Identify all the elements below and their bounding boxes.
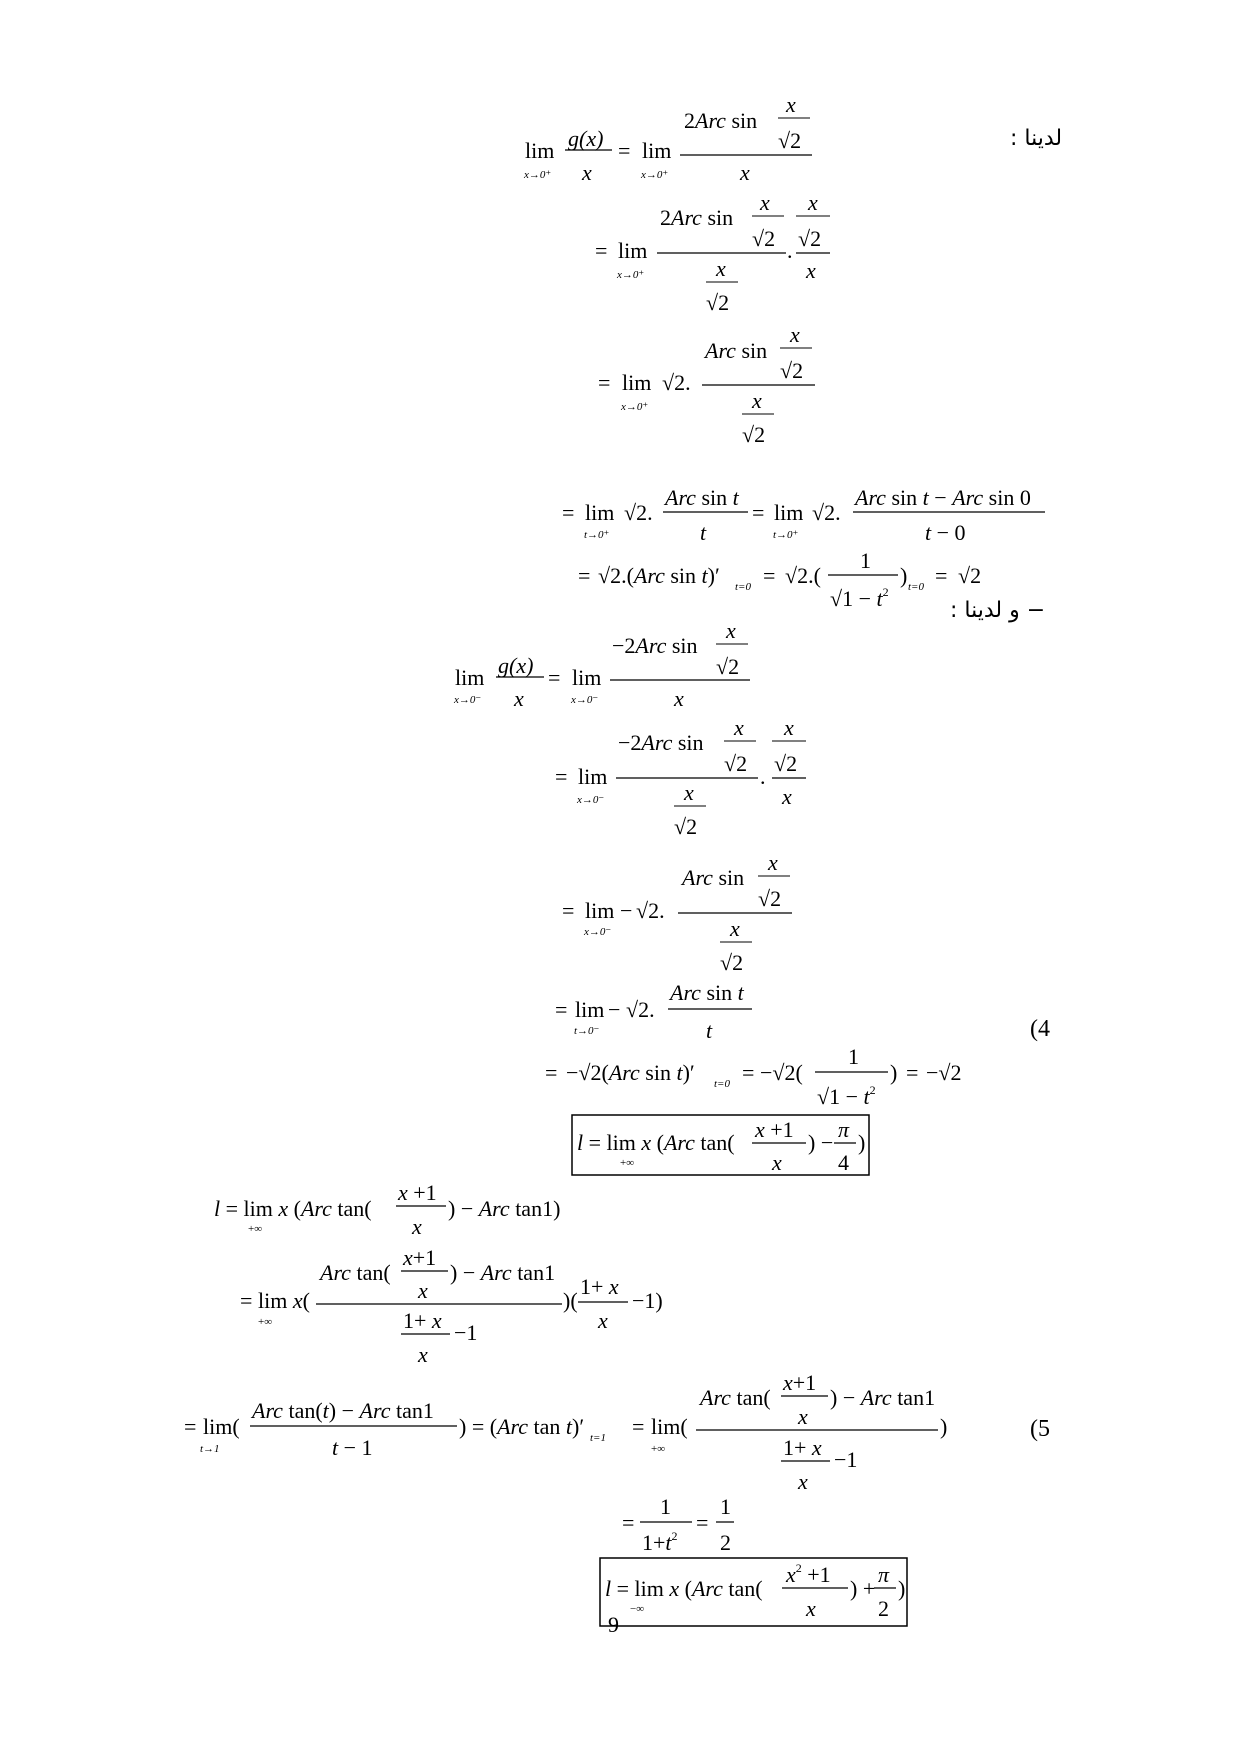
svg-text:√2: √2 [720,950,744,975]
svg-text:−2Arc sin: −2Arc sin [612,633,698,658]
svg-text:): ) [898,1576,906,1601]
svg-text:1+ x: 1+ x [403,1308,442,1333]
svg-text:√2.: √2. [662,370,691,395]
svg-text:x→0⁺: x→0⁺ [524,169,552,181]
svg-text:x+1: x+1 [783,1370,817,1395]
svg-text:1: 1 [720,1494,731,1519]
svg-text:1+ x: 1+ x [783,1435,822,1460]
svg-text:=: = [632,1414,645,1439]
svg-text:=: = [598,370,611,395]
svg-text:) − Arc tan1: ) − Arc tan1 [450,1260,556,1285]
svg-text:x: x [598,1308,608,1333]
svg-text:lim: lim [585,898,615,923]
svg-text:−√2: −√2 [926,1060,962,1085]
svg-text:x→0⁺: x→0⁺ [641,169,669,181]
svg-text:x: x [752,388,762,413]
svg-text:√1 − t2: $√1 - t^2$ [817,1083,876,1109]
svg-text:−: − [608,997,621,1022]
svg-text:=: = [555,997,568,1022]
svg-text:=: = [752,500,765,525]
svg-text:): ) [940,1414,948,1439]
svg-text:x: x [730,916,740,941]
svg-text:=: = [545,1060,558,1085]
svg-text:x +1: x +1 [755,1117,794,1142]
svg-text:2Arc sin: 2Arc sin [684,108,758,133]
svg-text:x: x [806,1596,816,1621]
svg-text:x: x [514,686,524,711]
svg-text:1+ x: 1+ x [580,1274,619,1299]
svg-text:√2.: √2. [624,500,653,525]
svg-text:lim(: lim( [651,1414,688,1439]
svg-text:lim: lim [525,138,555,163]
svg-text:−∞: −∞ [630,1603,645,1615]
svg-text:t=1: t=1 [590,1432,606,1444]
svg-text:2Arc sin: 2Arc sin [660,205,734,230]
svg-text:=: = [562,898,575,923]
svg-text:t→0⁺: t→0⁺ [584,529,610,541]
svg-text:x: x [798,1469,808,1494]
formula-limit-0minus [453,618,961,1109]
svg-text:+∞: +∞ [258,1316,273,1328]
svg-text:l = lim x (Arc tan(: l = lim x (Arc tan( [605,1576,763,1601]
svg-text:1+t2: $1+t^2$ [642,1529,678,1555]
svg-text:): ) [858,1130,866,1155]
svg-text:√2: √2 [742,422,766,447]
svg-text:g(x): g(x) [568,126,604,151]
svg-text:): ) [900,563,908,588]
svg-text:x→0⁻: x→0⁻ [571,694,599,706]
formula-limit-0plus [523,92,1045,611]
svg-text:lim(: lim( [203,1414,240,1439]
svg-text:=: = [578,563,591,588]
svg-text:) = (Arc tan t)′: ) = (Arc tan t)′ [459,1414,585,1439]
svg-text:√2: √2 [778,128,802,153]
svg-text:t→0⁺: t→0⁺ [773,529,799,541]
svg-text:)(: )( [563,1288,578,1313]
svg-text:−1): −1) [632,1288,663,1313]
svg-text:) − Arc tan1: ) − Arc tan1 [830,1385,936,1410]
svg-text:x: x [808,190,818,215]
svg-text:=: = [696,1510,709,1535]
svg-text:x+1: x+1 [403,1245,437,1270]
svg-text:lim: lim [622,370,652,395]
svg-text:lim: lim [578,764,608,789]
question-number-5: (5 [1030,1416,1050,1442]
svg-text:2: 2 [720,1530,731,1555]
svg-text:) +: ) + [850,1576,876,1601]
svg-text:Arc sin t: Arc sin t [665,485,739,510]
svg-text:=: = [240,1288,253,1313]
svg-text:Arc sin: Arc sin [705,338,768,363]
svg-text:) −: ) − [808,1130,834,1155]
svg-text:x→0⁻: x→0⁻ [577,794,605,806]
svg-text:x: x [674,686,684,711]
svg-text:4: 4 [838,1150,849,1175]
svg-text:2: 2 [878,1596,889,1621]
svg-text:−1: −1 [454,1320,478,1345]
svg-text:x: x [582,160,592,185]
svg-text:√2: √2 [758,886,782,911]
svg-text:√2: √2 [716,654,740,679]
svg-text:x: x [716,256,726,281]
svg-text:t=0: t=0 [908,581,924,593]
svg-text:t − 1: t − 1 [332,1435,373,1460]
svg-text:l = lim x (Arc tan(: l = lim x (Arc tan( [214,1196,372,1221]
svg-text:t→0⁻: t→0⁻ [574,1025,600,1037]
question-number-4: (4 [1030,1016,1050,1042]
svg-text:Arc sin: Arc sin [682,865,745,890]
svg-text:=: = [184,1414,197,1439]
svg-text:t: t [706,1018,713,1043]
svg-text:Arc sin t − Arc sin 0: Arc sin t − Arc sin 0 [855,485,1031,510]
svg-text:√2: √2 [780,358,804,383]
svg-text:x→0⁻: x→0⁻ [454,694,482,706]
svg-text:lim x(: lim x( [258,1288,310,1313]
svg-text:x: x [772,1150,782,1175]
svg-text:√2.: √2. [636,898,665,923]
label-and-we-have: − و لدينا : [950,598,1046,623]
svg-text:Arc sin t: Arc sin t [670,980,744,1005]
svg-text:x: x [760,190,770,215]
svg-text:lim: lim [575,997,605,1022]
svg-text:t=0: t=0 [735,581,751,593]
svg-text:√2.(Arc sin t)′: √2.(Arc sin t)′ [598,563,720,588]
svg-text:−√2(: −√2( [760,1060,803,1085]
svg-text:π: π [838,1117,850,1142]
svg-text:+∞: +∞ [651,1443,666,1455]
svg-text:√2.: √2. [626,997,655,1022]
svg-text:lim: lim [774,500,804,525]
svg-text:lim: lim [455,665,485,690]
svg-text:x→0⁻: x→0⁻ [584,926,612,938]
svg-text:Arc tan(: Arc tan( [320,1260,391,1285]
svg-text:x: x [768,850,778,875]
svg-text:): ) [890,1060,898,1085]
svg-text:−2Arc sin: −2Arc sin [618,730,704,755]
svg-text:) − Arc tan1): ) − Arc tan1) [448,1196,561,1221]
svg-text:x: x [726,618,736,643]
svg-text:=: = [562,500,575,525]
svg-text:=: = [906,1060,919,1085]
formula-q4-derivation [184,1180,947,1555]
svg-text:√2: √2 [798,226,822,251]
svg-text:Arc tan(t) − Arc tan1: Arc tan(t) − Arc tan1 [252,1398,434,1423]
svg-text:x2 +1: $x^2 +1$ [786,1561,831,1587]
svg-text:√2.(: √2.( [785,563,821,588]
svg-text:lim: lim [618,238,648,263]
svg-text:x: x [806,258,816,283]
svg-text:√2: √2 [674,814,698,839]
svg-text:√2.: √2. [812,500,841,525]
svg-text:π: π [878,1562,890,1587]
svg-text:lim: lim [572,665,602,690]
formula-q4-definition [572,1115,869,1175]
svg-text:l = lim x (Arc tan(: l = lim x (Arc tan( [577,1130,735,1155]
svg-text:x→0⁺: x→0⁺ [617,269,645,281]
label-we-have: لدينا : [1010,126,1063,151]
svg-text:√2: √2 [774,751,798,776]
svg-text:=: = [595,238,608,263]
svg-text:x: x [418,1342,428,1367]
svg-text:t − 0: t − 0 [925,520,966,545]
svg-text:x: x [684,780,694,805]
svg-text:Arc tan(: Arc tan( [700,1385,771,1410]
svg-text:√1 − t2: $√1 - t^2$ [830,585,889,611]
svg-text:=: = [763,563,776,588]
svg-text:x: x [798,1404,808,1429]
svg-text:t→1: t→1 [200,1443,220,1455]
svg-text:x +1: x +1 [398,1180,437,1205]
svg-text:+∞: +∞ [248,1223,263,1235]
svg-text:−√2(Arc sin t)′: −√2(Arc sin t)′ [566,1060,695,1085]
svg-text:x: x [786,92,796,117]
svg-text:x: x [790,322,800,347]
page-number: 9 [608,1612,619,1637]
svg-text:1: 1 [848,1044,859,1069]
svg-text:x: x [782,784,792,809]
svg-text:=: = [548,665,561,690]
svg-text:=: = [618,138,631,163]
svg-text:1: 1 [660,1494,671,1519]
svg-text:−1: −1 [834,1447,858,1472]
svg-text:x→0⁺: x→0⁺ [621,401,649,413]
svg-text:x: x [784,715,794,740]
svg-text:=: = [742,1060,755,1085]
svg-text:√2: √2 [752,226,776,251]
svg-text:t: t [700,520,707,545]
svg-text:=: = [622,1510,635,1535]
svg-text:.: . [760,764,766,789]
svg-text:√2: √2 [706,290,730,315]
svg-text:√2: √2 [724,751,748,776]
svg-text:1: 1 [860,548,871,573]
svg-text:g(x): g(x) [498,653,534,678]
svg-text:=: = [935,563,948,588]
svg-text:√2: √2 [958,563,982,588]
svg-text:=: = [555,764,568,789]
formula-q5-definition [600,1558,907,1626]
svg-text:lim: lim [585,500,615,525]
svg-text:t=0: t=0 [714,1078,730,1090]
svg-text:x: x [418,1278,428,1303]
svg-text:x: x [412,1214,422,1239]
svg-text:x: x [734,715,744,740]
svg-text:.: . [787,238,793,263]
svg-text:lim: lim [642,138,672,163]
svg-text:−: − [620,898,633,923]
svg-text:+∞: +∞ [620,1157,635,1169]
svg-text:x: x [740,160,750,185]
